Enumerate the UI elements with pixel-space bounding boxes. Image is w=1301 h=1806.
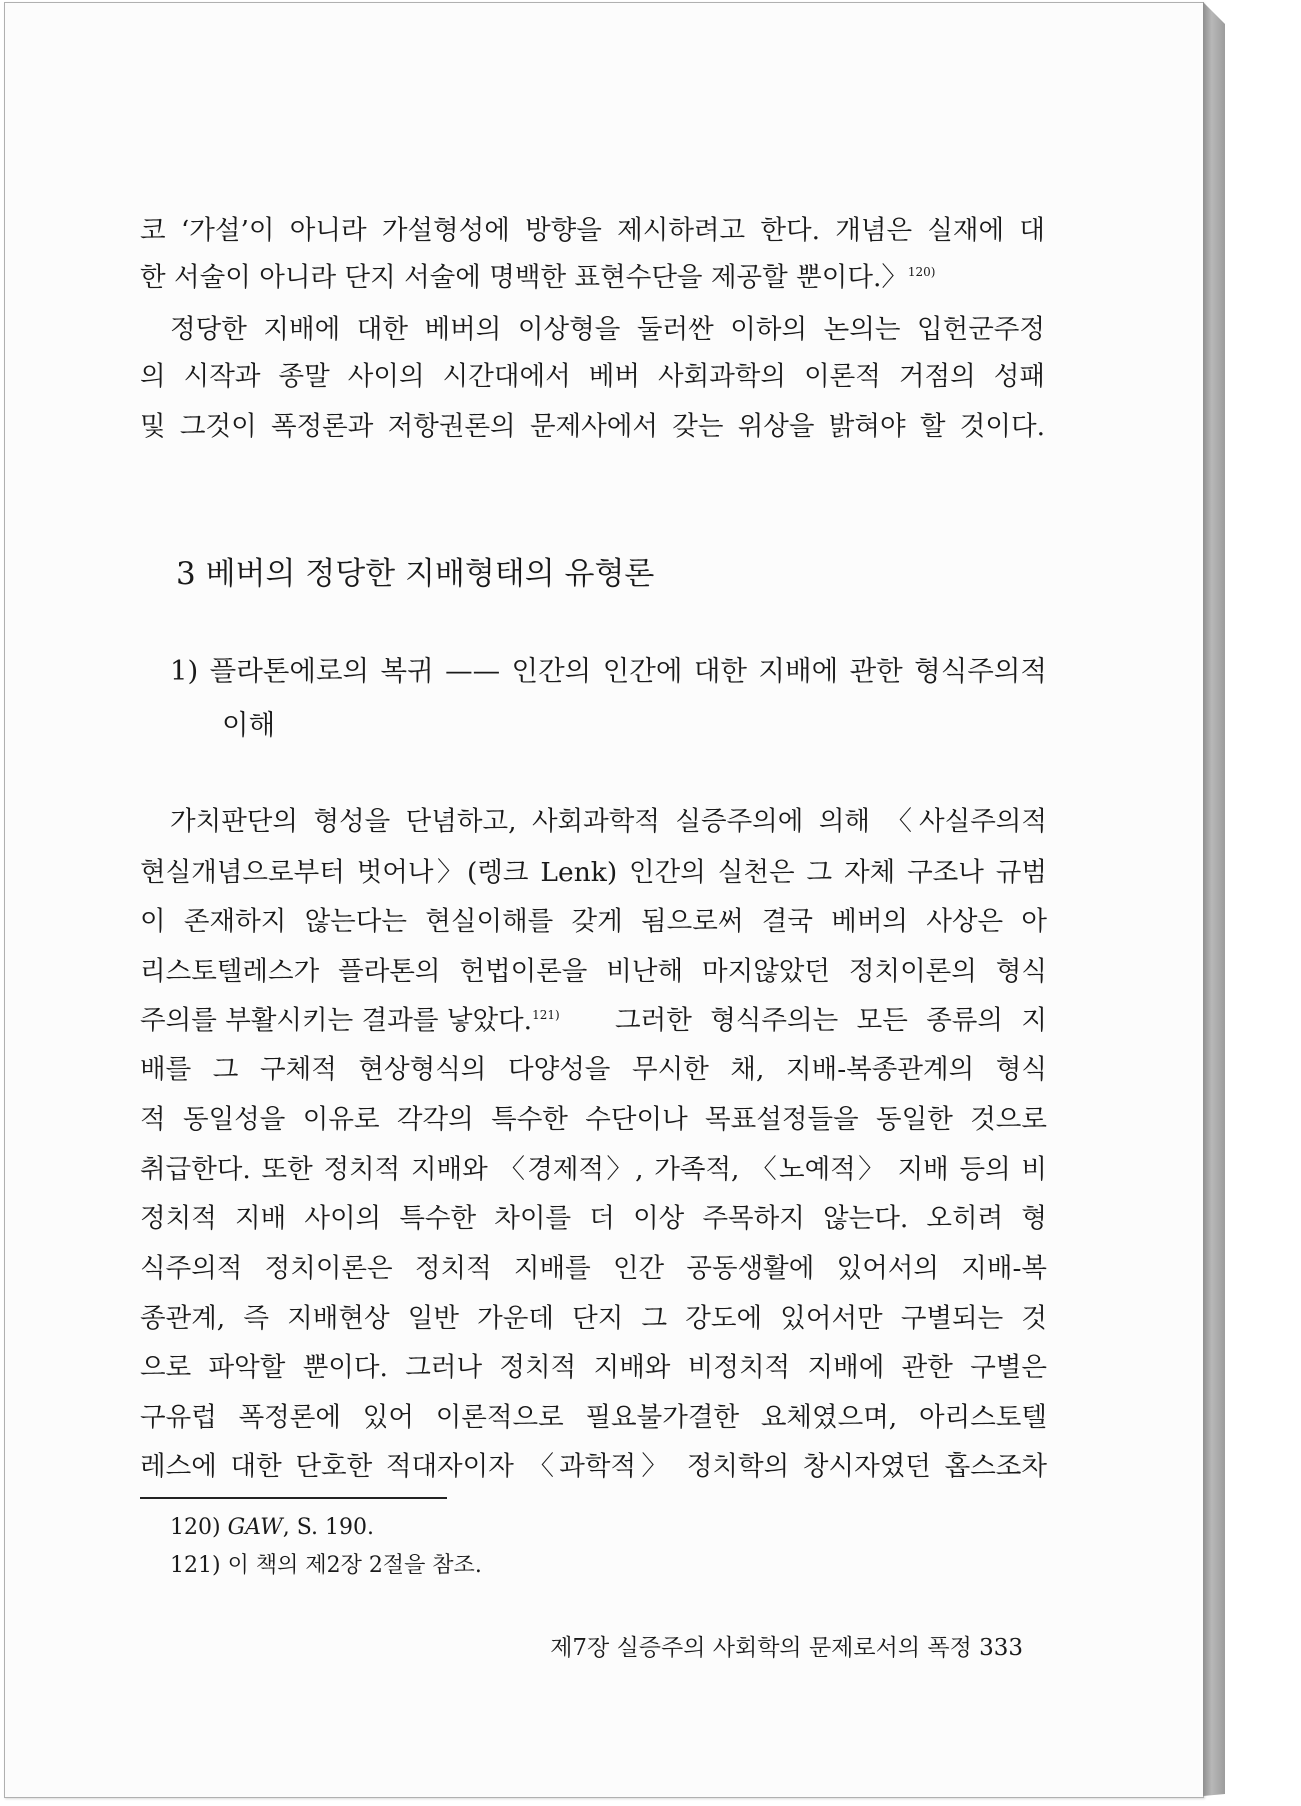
body-line: 적 동일성을 이유로 각각의 특수한 수단이나 목표설정들을 동일한 것으로 [140, 1104, 1047, 1135]
body-line: 의 시작과 종말 사이의 시간대에서 베버 사회과학의 이론적 거점의 성패 [140, 361, 1045, 392]
body-line: 정당한 지배에 대한 베버의 이상형을 둘러싼 이하의 논의는 입헌군주정 [170, 314, 1045, 345]
body-line: 리스토텔레스가 플라톤의 헌법이론을 비난해 마지않았던 정치이론의 형식 [140, 956, 1047, 987]
body-line: 이 존재하지 않는다는 현실이해를 갖게 됨으로써 결국 베버의 사상은 아 [140, 906, 1047, 937]
footnote-121: 121) 이 책의 제2장 2절을 참조. [170, 1553, 482, 1578]
body-line: 종관계, 즉 지배현상 일반 가운데 단지 그 강도에 있어서만 구별되는 것 [140, 1303, 1047, 1334]
body-line: 으로 파악할 뿐이다. 그러나 정치적 지배와 비정치적 지배에 관한 구별은 [140, 1352, 1047, 1383]
body-line: 가치판단의 형성을 단념하고, 사회과학적 실증주의에 의해 〈사실주의적 [170, 806, 1047, 837]
body-line: 배를 그 구체적 현상형식의 다양성을 무시한 채, 지배-복종관계의 형식 [140, 1054, 1047, 1085]
page-edge [1203, 2, 1225, 1796]
body-line: 취급한다. 또한 정치적 지배와 〈경제적〉, 가족적, 〈노예적〉 지배 등의 비 [140, 1154, 1047, 1185]
subsection-heading: 1) 플라톤에로의 복귀 —— 인간의 인간에 대한 지배에 관한 형식주의적 [170, 655, 1047, 687]
section-heading: 3 베버의 정당한 지배형태의 유형론 [176, 556, 655, 592]
footnote-120: 120) GAW, S. 190. [170, 1515, 375, 1540]
body-line: 정치적 지배 사이의 특수한 차이를 더 이상 주목하지 않는다. 오히려 형 [140, 1203, 1047, 1234]
body-line: 구유럽 폭정론에 있어 이론적으로 필요불가결한 요체였으며, 아리스토텔 [140, 1402, 1047, 1433]
footnote-rule [140, 1497, 447, 1499]
body-line: 현실개념으로부터 벗어나〉(렝크 Lenk) 인간의 실천은 그 자체 구조나 규범 [140, 857, 1047, 888]
footnote-ref: 121) [532, 1008, 560, 1023]
body-line: 식주의적 정치이론은 정치적 지배를 인간 공동생활에 있어서의 지배-복 [140, 1253, 1047, 1284]
footnote-ref: 120) [907, 265, 936, 280]
body-line: 레스에 대한 단호한 적대자이자 〈과학적〉 정치학의 창시자였던 홉스조차 [140, 1451, 1047, 1482]
running-footer: 제7장 실증주의 사회학의 문제로서의 폭정 333 [550, 1635, 1023, 1661]
body-line: 및 그것이 폭정론과 저항권론의 문제사에서 갖는 위상을 밝혀야 할 것이다. [140, 411, 1045, 442]
body-line: 한 서술이 아니라 단지 서술에 명백한 표현수단을 제공할 뿐이다.〉$^{120)}$ [140, 262, 936, 293]
body-line: 주의를 부활시키는 결과를 낳았다.$^{121)}$ 그러한 형식주의는 모든 종류의 지 [140, 1005, 1047, 1036]
subsection-heading-cont: 이해 [222, 709, 276, 741]
body-line: 코 ‘가설’이 아니라 가설형성에 방향을 제시하려고 한다. 개념은 실재에 대 [140, 215, 1045, 246]
